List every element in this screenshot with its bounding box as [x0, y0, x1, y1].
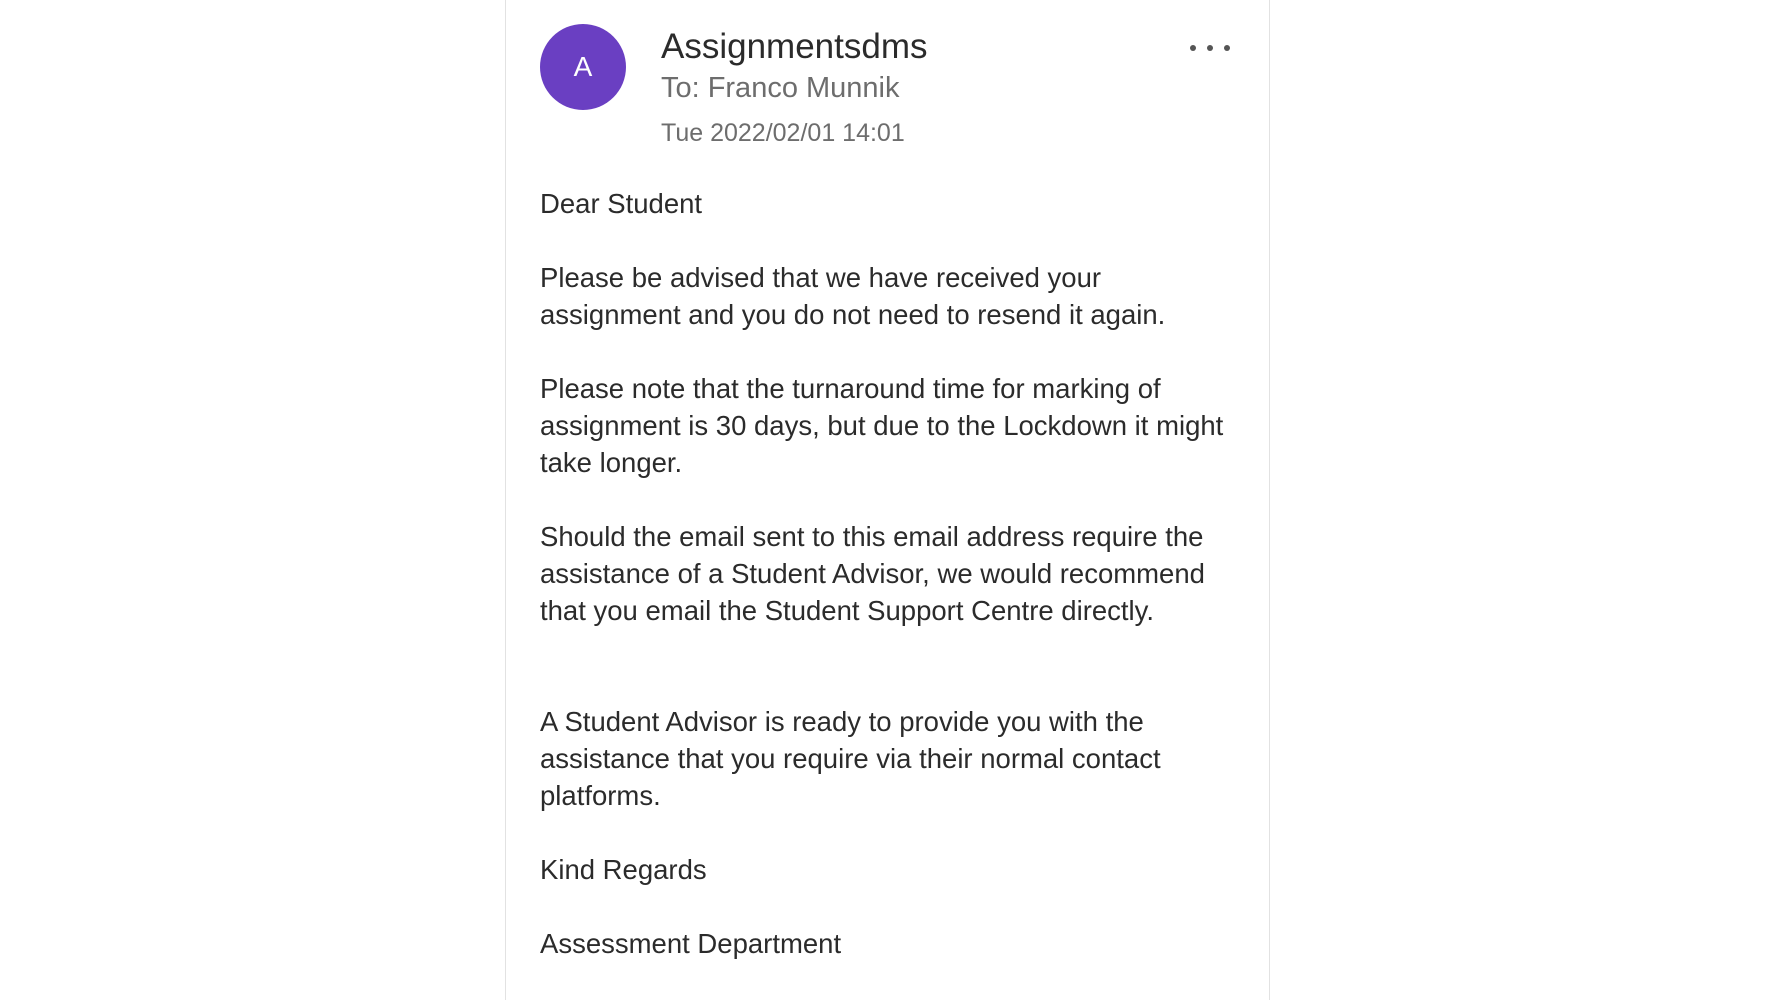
- email-paragraph: Please be advised that we have received your assignment and you do not need to resend it again.: [540, 262, 1166, 330]
- email-message: [505, 0, 1270, 1000]
- sender-avatar[interactable]: [540, 24, 626, 110]
- more-dot: [1190, 45, 1196, 51]
- recipient-line: [661, 72, 900, 105]
- more-dot: [1224, 45, 1230, 51]
- recipient-name[interactable]: Franco Munnik: [707, 72, 900, 104]
- email-signature: Assessment Department: [540, 928, 842, 959]
- email-greeting: Dear Student: [540, 188, 703, 219]
- email-timestamp: Tue 2022/02/01 14:01: [661, 119, 905, 147]
- email-closing: Kind Regards: [540, 854, 707, 885]
- avatar-initial: A: [573, 51, 593, 82]
- more-dot: [1207, 45, 1213, 51]
- more-options-icon[interactable]: [1190, 36, 1230, 60]
- email-paragraph: Please note that the turnaround time for marking of assignment is 30 days, but due to the Lockdown it might take longer.: [540, 373, 1224, 478]
- to-label: To:: [661, 72, 700, 104]
- email-paragraph: Should the email sent to this email address require the assistance of a Student Advisor, we would recommend that you email the Student Support Centre directly.: [540, 521, 1205, 626]
- sender-name[interactable]: Assignmentsdms: [661, 27, 928, 66]
- email-paragraph: A Student Advisor is ready to provide you with the assistance that you require via their normal contact platforms.: [540, 706, 1161, 811]
